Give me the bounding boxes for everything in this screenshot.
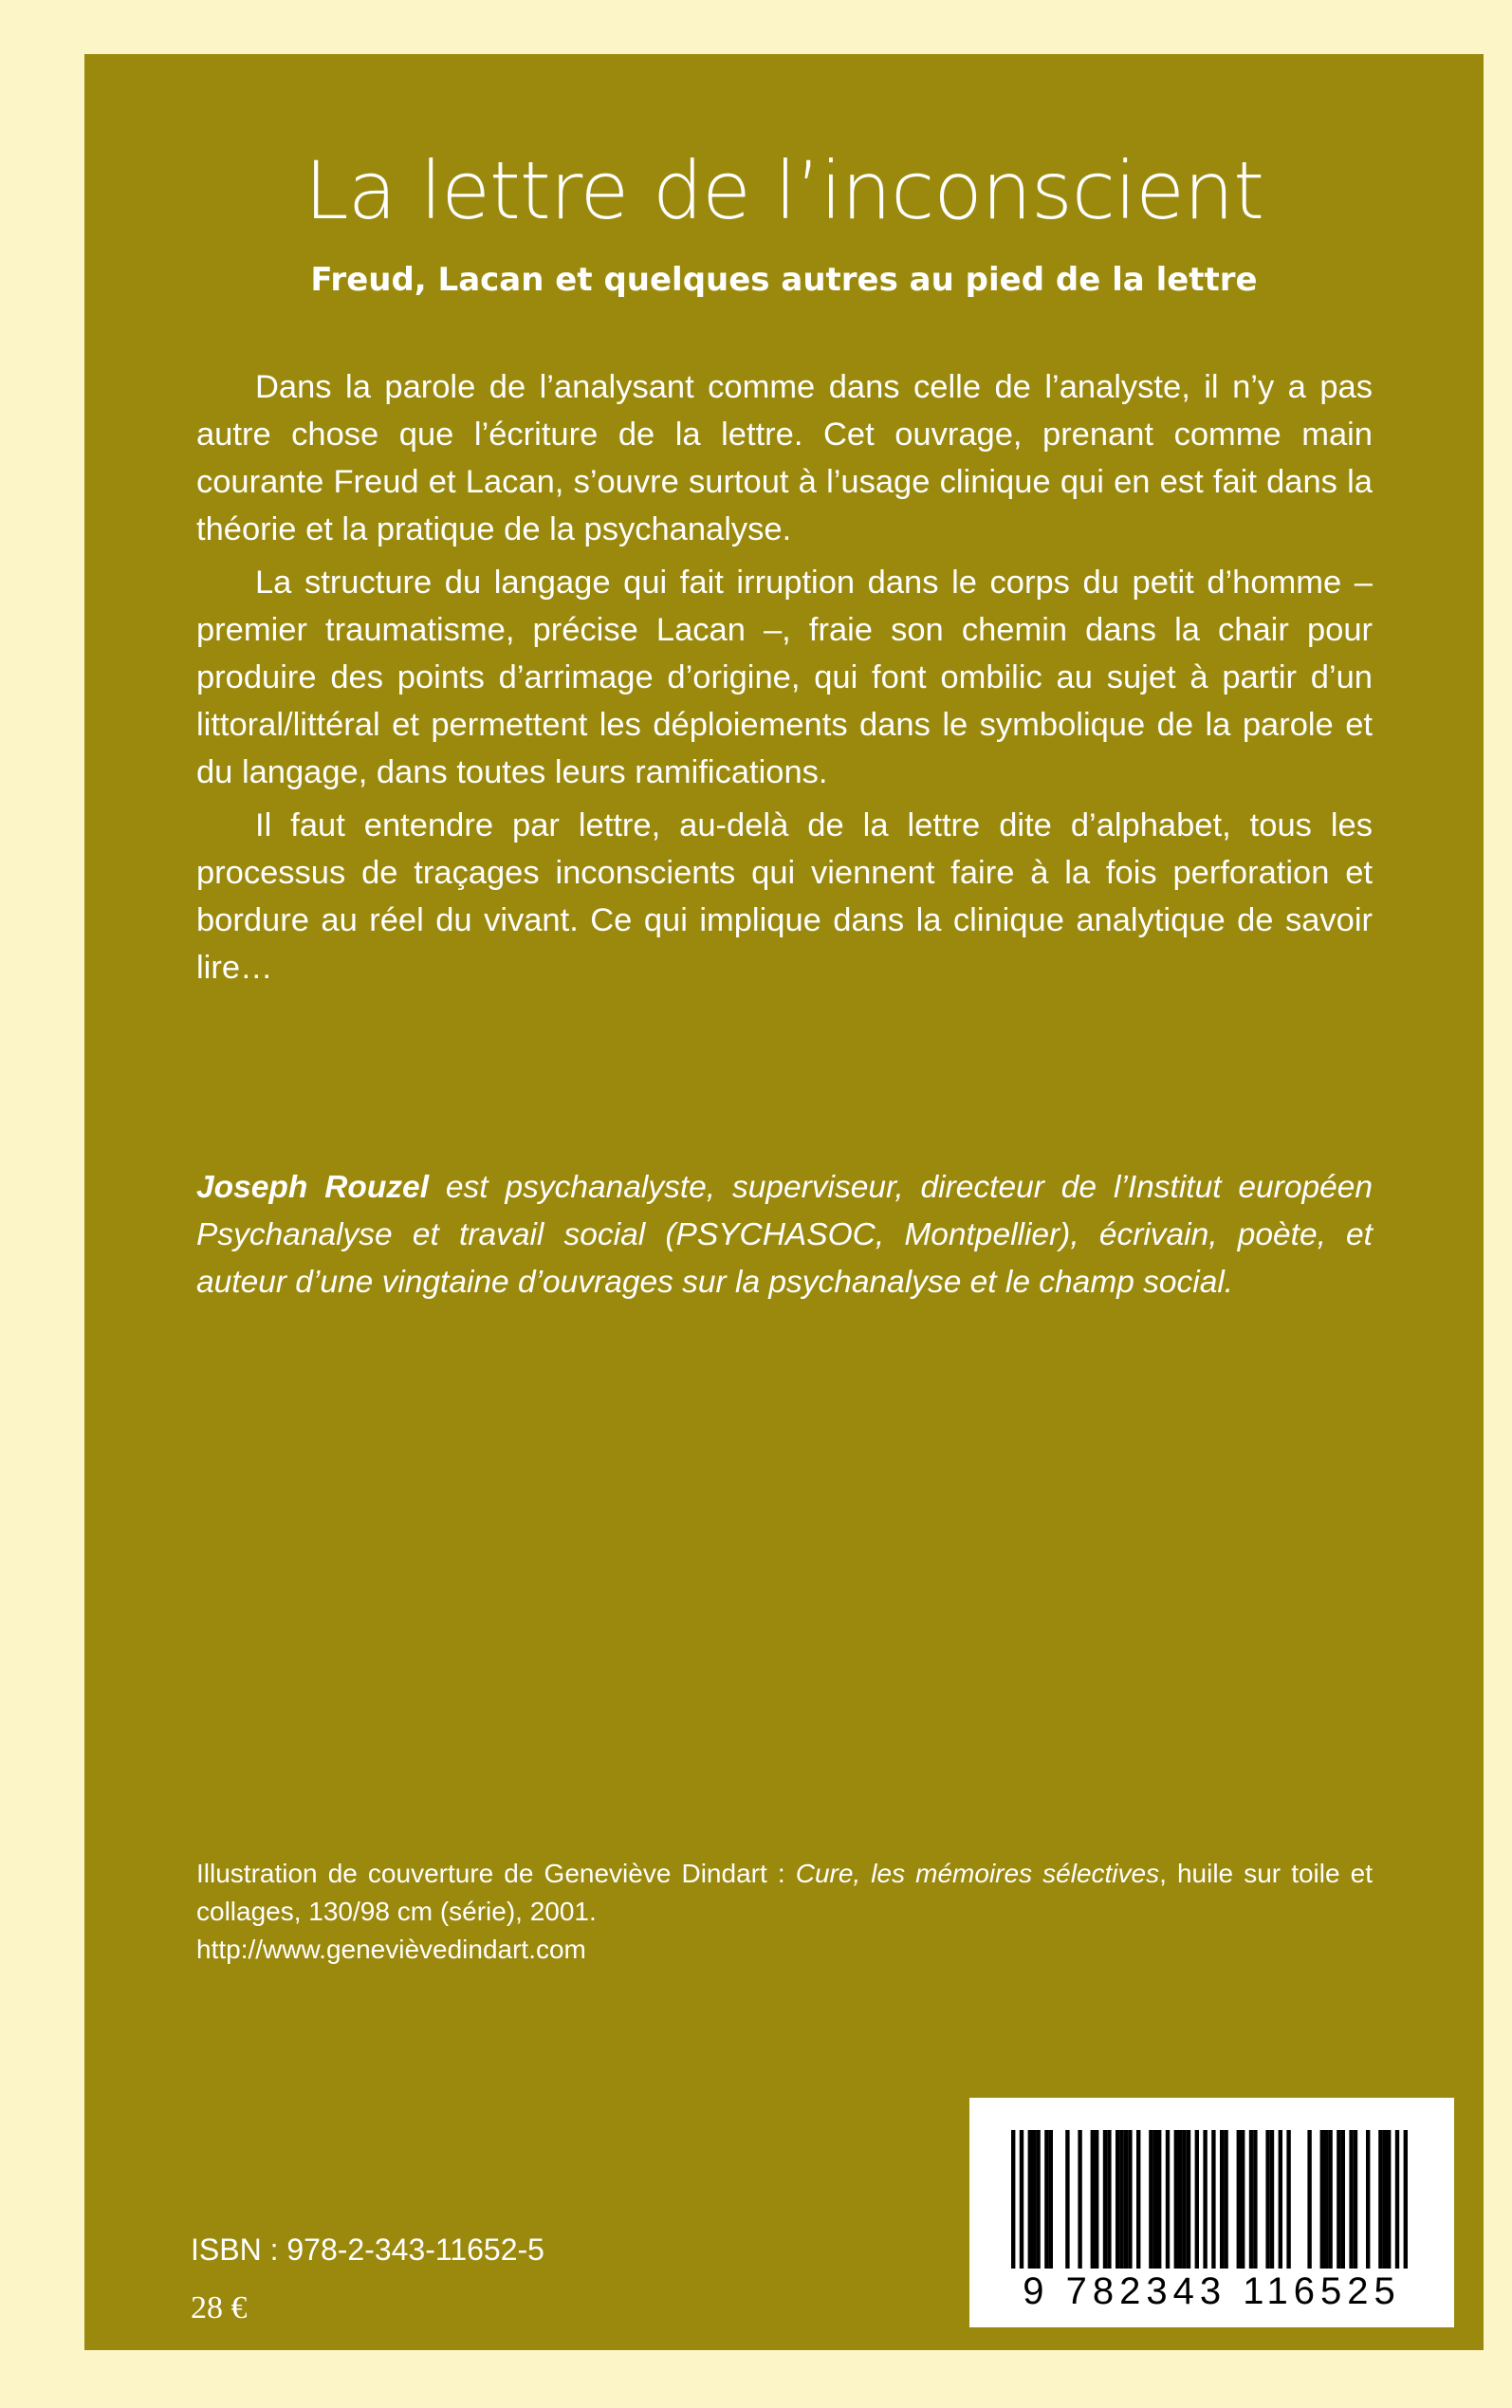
barcode-bar	[1270, 2130, 1274, 2269]
barcode-bar	[1341, 2130, 1345, 2269]
barcode-bar	[1220, 2130, 1224, 2269]
barcode-bar	[1166, 2130, 1170, 2269]
back-cover-panel	[84, 54, 1484, 2350]
barcode-bar	[1044, 2130, 1048, 2269]
barcode	[969, 2098, 1454, 2327]
isbn: ISBN : 978-2-343-11652-5	[191, 2232, 544, 2267]
barcode-digits: 9 782343 116525	[1023, 2270, 1401, 2312]
credits-prefix: Illustration de couverture de Geneviève Dindart :	[196, 1859, 796, 1888]
barcode-bar	[1249, 2130, 1253, 2269]
barcode-bar	[1378, 2130, 1382, 2269]
barcode-bar	[1237, 2130, 1241, 2269]
blurb-paragraph: La structure du langage qui fait irruption dans le corps du petit d’homme – premier traumatisme, précise Lacan –, fraie son chemin dans la chair pour produire des points d’arrimage d’origine, qui font ombilic au sujet à partir d’un littoral/littéral et permettent les déploiements dans le symbolique de la parole et du langage, dans toutes leurs ramifications.	[196, 565, 1373, 790]
barcode-bar	[1349, 2130, 1353, 2269]
barcode-bar	[1224, 2130, 1227, 2269]
barcode-bar	[1265, 2130, 1269, 2269]
barcode-bar	[1157, 2130, 1161, 2269]
author-name: Joseph Rouzel	[196, 1170, 429, 1205]
barcode-bar	[1124, 2130, 1128, 2269]
blurb-paragraph: Il faut entendre par lettre, au-delà de la lettre dite d’alphabet, tous les processus de traçages inconscients qui viennent faire à la fois perforation et bordure au réel du vivant. Ce qui implique dans la clinique analytique de savoir lire…	[196, 807, 1373, 986]
barcode-bar	[1320, 2130, 1324, 2269]
barcode-bar	[1119, 2130, 1123, 2269]
barcode-bar	[1195, 2130, 1199, 2269]
barcode-bar	[1032, 2130, 1036, 2269]
barcode-bar	[1153, 2130, 1157, 2269]
barcode-bar	[1253, 2130, 1257, 2269]
barcode-bar	[1136, 2130, 1140, 2269]
author-bio	[196, 1164, 1373, 1306]
barcode-bar	[1286, 2130, 1290, 2269]
barcode-bar	[1383, 2130, 1387, 2269]
barcode-bar	[1011, 2130, 1015, 2269]
barcode-bar	[1182, 2130, 1186, 2269]
barcode-bar	[1091, 2130, 1095, 2269]
barcode-bar	[1078, 2130, 1081, 2269]
barcode-bar	[1307, 2130, 1311, 2269]
blurb	[196, 363, 1373, 997]
barcode-bar	[1049, 2130, 1053, 2269]
barcode-bar	[1404, 2130, 1408, 2269]
barcode-bar	[1095, 2130, 1098, 2269]
book-title: La lettre de l’inconscient	[304, 144, 1264, 237]
blurb-paragraph: Dans la parole de l’analysant comme dans celle de l’analyste, il n’y a pas autre chose que l’écriture de la lettre. Cet ouvrage, prenant comme main courante Freud et Lacan, s’ouvre surtout à l’usage clinique qui en est fait dans la théorie et la pratique de la psychanalyse.	[196, 369, 1373, 547]
barcode-bar	[1366, 2130, 1370, 2269]
barcode-bar	[1116, 2130, 1119, 2269]
credits-details: , huile sur toile et collages, 130/98 cm (série), 2001.	[196, 1859, 1373, 1926]
barcode-bar	[1028, 2130, 1032, 2269]
barcode-bar	[1337, 2130, 1340, 2269]
barcode-bar	[1211, 2130, 1215, 2269]
barcode-bar	[1279, 2130, 1282, 2269]
barcode-bar	[1020, 2130, 1023, 2269]
barcode-bar	[1174, 2130, 1178, 2269]
barcode-bar	[1328, 2130, 1332, 2269]
barcode-bar	[1241, 2130, 1245, 2269]
barcode-bar	[1065, 2130, 1069, 2269]
barcode-bar	[1149, 2130, 1152, 2269]
price: 28 €	[191, 2290, 248, 2325]
barcode-bar	[1354, 2130, 1357, 2269]
barcode-bar	[1178, 2130, 1182, 2269]
barcode-bar	[1187, 2130, 1190, 2269]
book-subtitle: Freud, Lacan et quelques autres au pied de la lettre	[310, 261, 1258, 299]
barcode-bar	[1036, 2130, 1040, 2269]
barcode-bar	[1203, 2130, 1207, 2269]
barcode-bar	[1387, 2130, 1391, 2269]
credits-work-title: Cure, les mémoires sélectives	[795, 1859, 1160, 1888]
barcode-bar	[1103, 2130, 1107, 2269]
barcode-bar	[1107, 2130, 1111, 2269]
barcode-bar	[1395, 2130, 1399, 2269]
credits-url: http://www.genevièvedindart.com	[196, 1935, 586, 1964]
barcode-bar	[1128, 2130, 1132, 2269]
illustration-credits	[196, 1855, 1373, 1969]
barcode-bar	[1324, 2130, 1328, 2269]
author-bio-text: est psychanalyste, superviseur, directeur de l’Institut européen Psychanalyse et travail social (PSYCHASOC, Montpellier), écrivain, poète, et auteur d’une vingtaine d’ouvrages sur la psychanalyse et le champ social.	[196, 1170, 1373, 1300]
